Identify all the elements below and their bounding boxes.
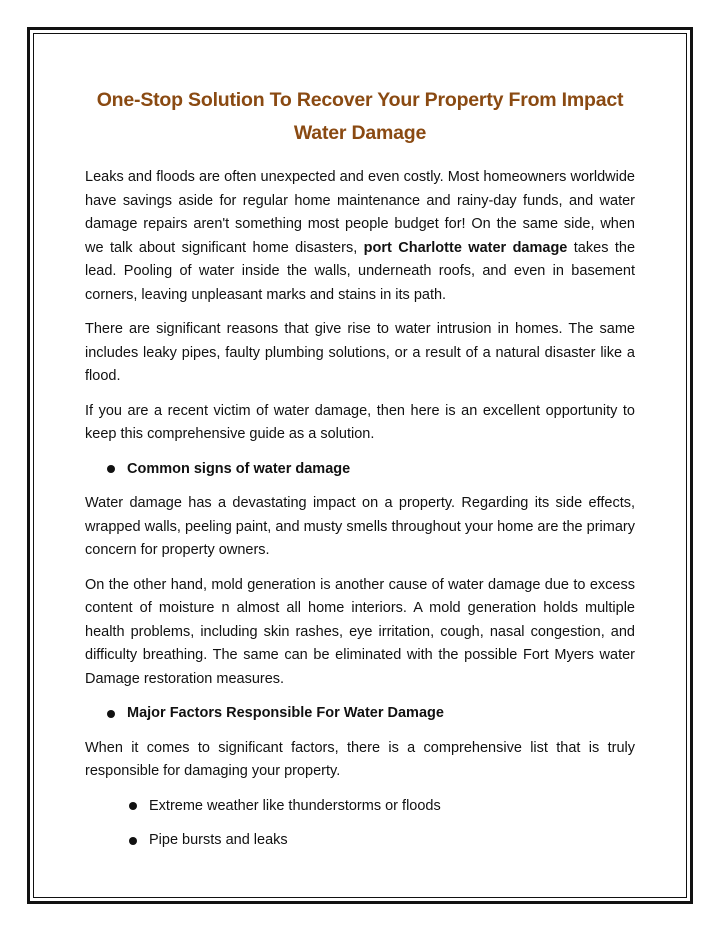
bullet-icon: [129, 802, 137, 810]
bullet-icon: [129, 837, 137, 845]
paragraph-intro-text-before: Leaks and floods are often unexpected and even costly. Most homeowners worldwide have savings aside for regular home maintenance and rainy-day funds, and water damage repairs aren't something most people budget for! On the same side, when we talk about significant home disasters,: [85, 169, 635, 256]
list-item: [85, 795, 635, 819]
paragraph-reasons: There are significant reasons that give rise to water intrusion in homes. The same includes leaky pipes, faulty plumbing solutions, or a result of a natural disaster like a flood.: [85, 321, 635, 384]
paragraph-intro: [85, 166, 635, 307]
list-item-text: Pipe bursts and leaks: [149, 832, 288, 848]
list-item: [85, 829, 635, 853]
paragraph-impact: Water damage has a devastating impact on a property. Regarding its side effects, wrapped walls, peeling paint, and musty smells throughout your home are the primary concern for property owners.: [85, 495, 635, 558]
heading-common-signs: [85, 458, 635, 482]
paragraph-mold: On the other hand, mold generation is another cause of water damage due to excess content of moisture n almost all home interiors. A mold generation holds multiple health problems, including skin rashes, eye irritation, cough, nasal congestion, and difficulty breathing. The same can be eliminated with the possible Fort Myers water Damage restoration measures.: [85, 576, 635, 687]
paragraph-factors: When it comes to significant factors, there is a comprehensive list that is truly responsible for damaging your property.: [85, 739, 635, 779]
paragraph-intro-text-after: takes the lead. Pooling of water inside the walls, underneath roofs, and even in basement corners, leaving unpleasant marks and stains in its path.: [85, 239, 636, 303]
heading-major-factors-text: Major Factors Responsible For Water Damage: [127, 705, 444, 721]
bullet-icon: [107, 710, 115, 718]
heading-major-factors: [85, 702, 635, 726]
bullet-icon: [107, 465, 115, 473]
keyword-port-charlotte: port Charlotte water damage: [363, 239, 568, 256]
paragraph-guide: If you are a recent victim of water damage, then here is an excellent opportunity to keep this comprehensive guide as a solution.: [85, 402, 635, 442]
heading-common-signs-text: Common signs of water damage: [127, 460, 351, 477]
document-body: [85, 84, 635, 864]
list-item-text: Extreme weather like thunderstorms or floods: [149, 797, 441, 814]
document-title: One-Stop Solution To Recover Your Property From Impact Water Damage: [96, 89, 624, 144]
